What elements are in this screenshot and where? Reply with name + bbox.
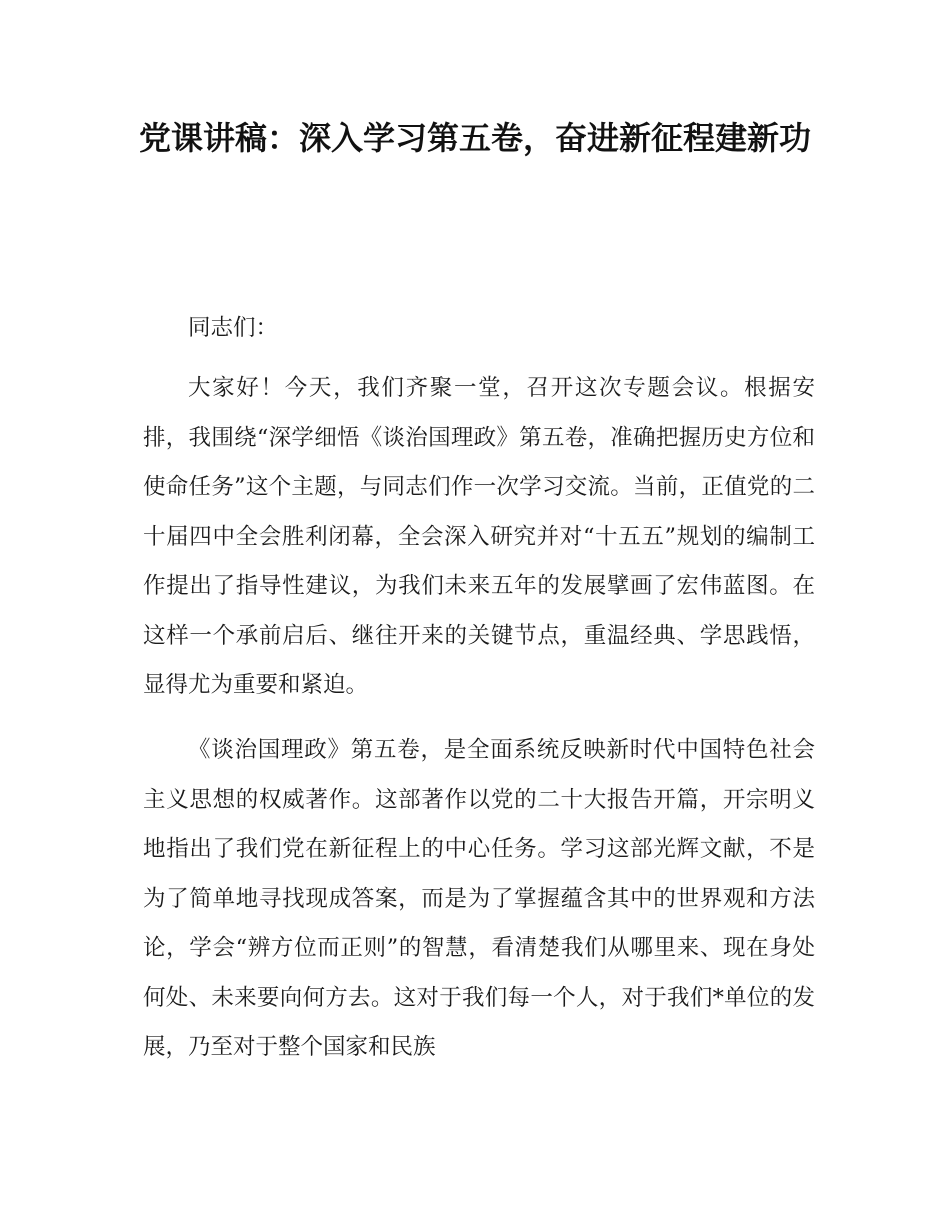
paragraph-1: 大家好！今天，我们齐聚一堂，召开这次专题会议。根据安排，我围绕“深学细悟《谈治国理政》第五卷，准确把握历史方位和使命任务”这个主题，与同志们作一次学习交流。当前，正值党的二十届四中全会胜利闭幕，全会深入研究并对“十五五”规划的编制工作提出了指导性建议，为我们未来五年的发展擘画了宏伟蓝图。在这样一个承前启后、继往开来的关键节点，重温经典、学思践悟，显得尤为重要和紧迫。 bbox=[143, 375, 815, 698]
paragraph-2: 《谈治国理政》第五卷，是全面系统反映新时代中国特色社会主义思想的权威著作。这部著作以党的二十大报告开篇，开宗明义地指出了我们党在新征程上的中心任务。学习这部光辉文献，不是为了简单地寻找现成答案，而是为了掌握蕴含其中的世界观和方法论，学会“辨方位而正则”的智慧，看清楚我们从哪里来、现在身处何处、未来要向何方去。这对于我们每一个人，对于我们*单位的发展，乃至对于整个国家和民族 bbox=[143, 737, 815, 1060]
document-title: 党课讲稿：深入学习第五卷，奋进新征程建新功 bbox=[138, 119, 811, 157]
salutation: 同志们： bbox=[188, 315, 279, 341]
